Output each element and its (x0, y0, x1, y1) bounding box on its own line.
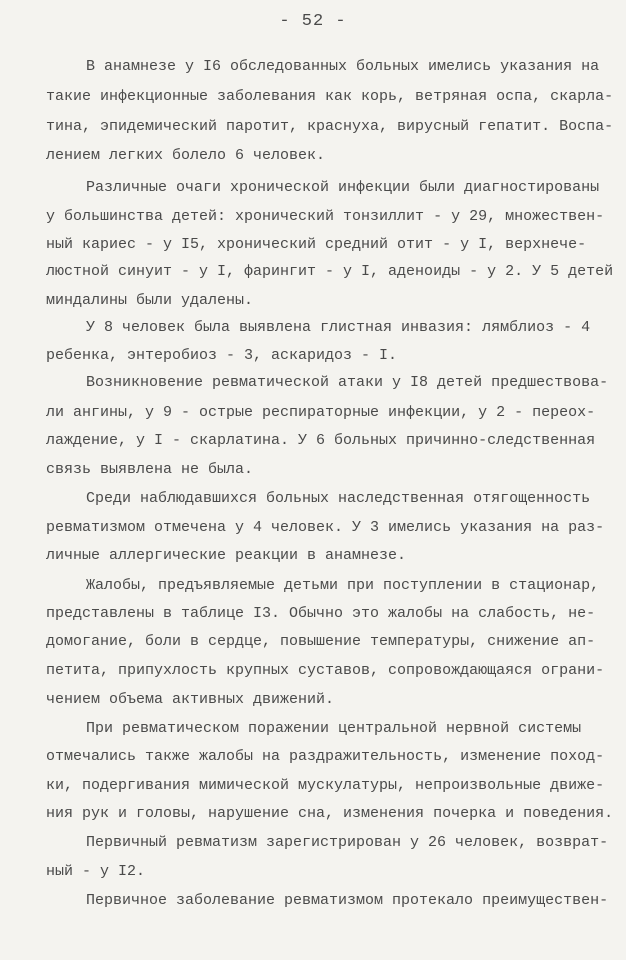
text-line: ния рук и головы, нарушение сна, изменения почерка и поведения. (46, 805, 614, 822)
text-line: ный - у I2. (46, 863, 146, 880)
text-line: тина, эпидемический паротит, краснуха, вирусный гепатит. Воспа- (46, 118, 614, 135)
text-line: лаждение, у I - скарлатина. У 6 больных причинно-следственная (46, 432, 596, 449)
text-line: личные аллергические реакции в анамнезе. (46, 547, 407, 564)
text-line: ки, подергивания мимической мускулатуры, непроизвольные движе- (46, 777, 605, 794)
text-line: Различные очаги хронической инфекции были диагностированы (86, 179, 600, 196)
text-line: Жалобы, предъявляемые детьми при поступлении в стационар, (86, 577, 600, 594)
text-line: у большинства детей: хронический тонзиллит - у 29, множествен- (46, 208, 605, 225)
text-line: У 8 человек была выявлена глистная инвазия: лямблиоз - 4 (86, 319, 591, 336)
text-line: домогание, боли в сердце, повышение температуры, снижение ап- (46, 633, 596, 650)
text-line: Среди наблюдавшихся больных наследственная отягощенность (86, 490, 591, 507)
text-line: отмечались также жалобы на раздражительность, изменение поход- (46, 748, 605, 765)
text-line: ли ангины, у 9 - острые респираторные инфекции, у 2 - переох- (46, 404, 596, 421)
text-line: При ревматическом поражении центральной нервной системы (86, 720, 582, 737)
page-number: - 52 - (279, 12, 347, 31)
text-line: люстной синуит - у I, фарингит - у I, аденоиды - у 2. У 5 детей (46, 263, 614, 280)
text-line: лением легких болело 6 человек. (46, 147, 326, 164)
text-line: представлены в таблице I3. Обычно это жалобы на слабость, не- (46, 605, 596, 622)
text-line: ребенка, энтеробиоз - 3, аскаридоз - I. (46, 347, 398, 364)
text-line: миндалины были удалены. (46, 292, 254, 309)
text-line: ный кариес - у I5, хронический средний отит - у I, верхнече- (46, 236, 587, 253)
text-line: чением объема активных движений. (46, 691, 335, 708)
text-line: В анамнезе у I6 обследованных больных имелись указания на (86, 58, 600, 75)
text-line: петита, припухлость крупных суставов, сопровождающаяся ограни- (46, 662, 605, 679)
text-line: связь выявлена не была. (46, 461, 254, 478)
text-line: такие инфекционные заболевания как корь, ветряная оспа, скарла- (46, 88, 614, 105)
text-line: Первичный ревматизм зарегистрирован у 26 человек, возврат- (86, 834, 609, 851)
text-line: Возникновение ревматической атаки у I8 детей предшествова- (86, 374, 609, 391)
text-line: ревматизмом отмечена у 4 человек. У 3 имелись указания на раз- (46, 519, 605, 536)
text-line: Первичное заболевание ревматизмом протекало преимуществен- (86, 892, 609, 909)
